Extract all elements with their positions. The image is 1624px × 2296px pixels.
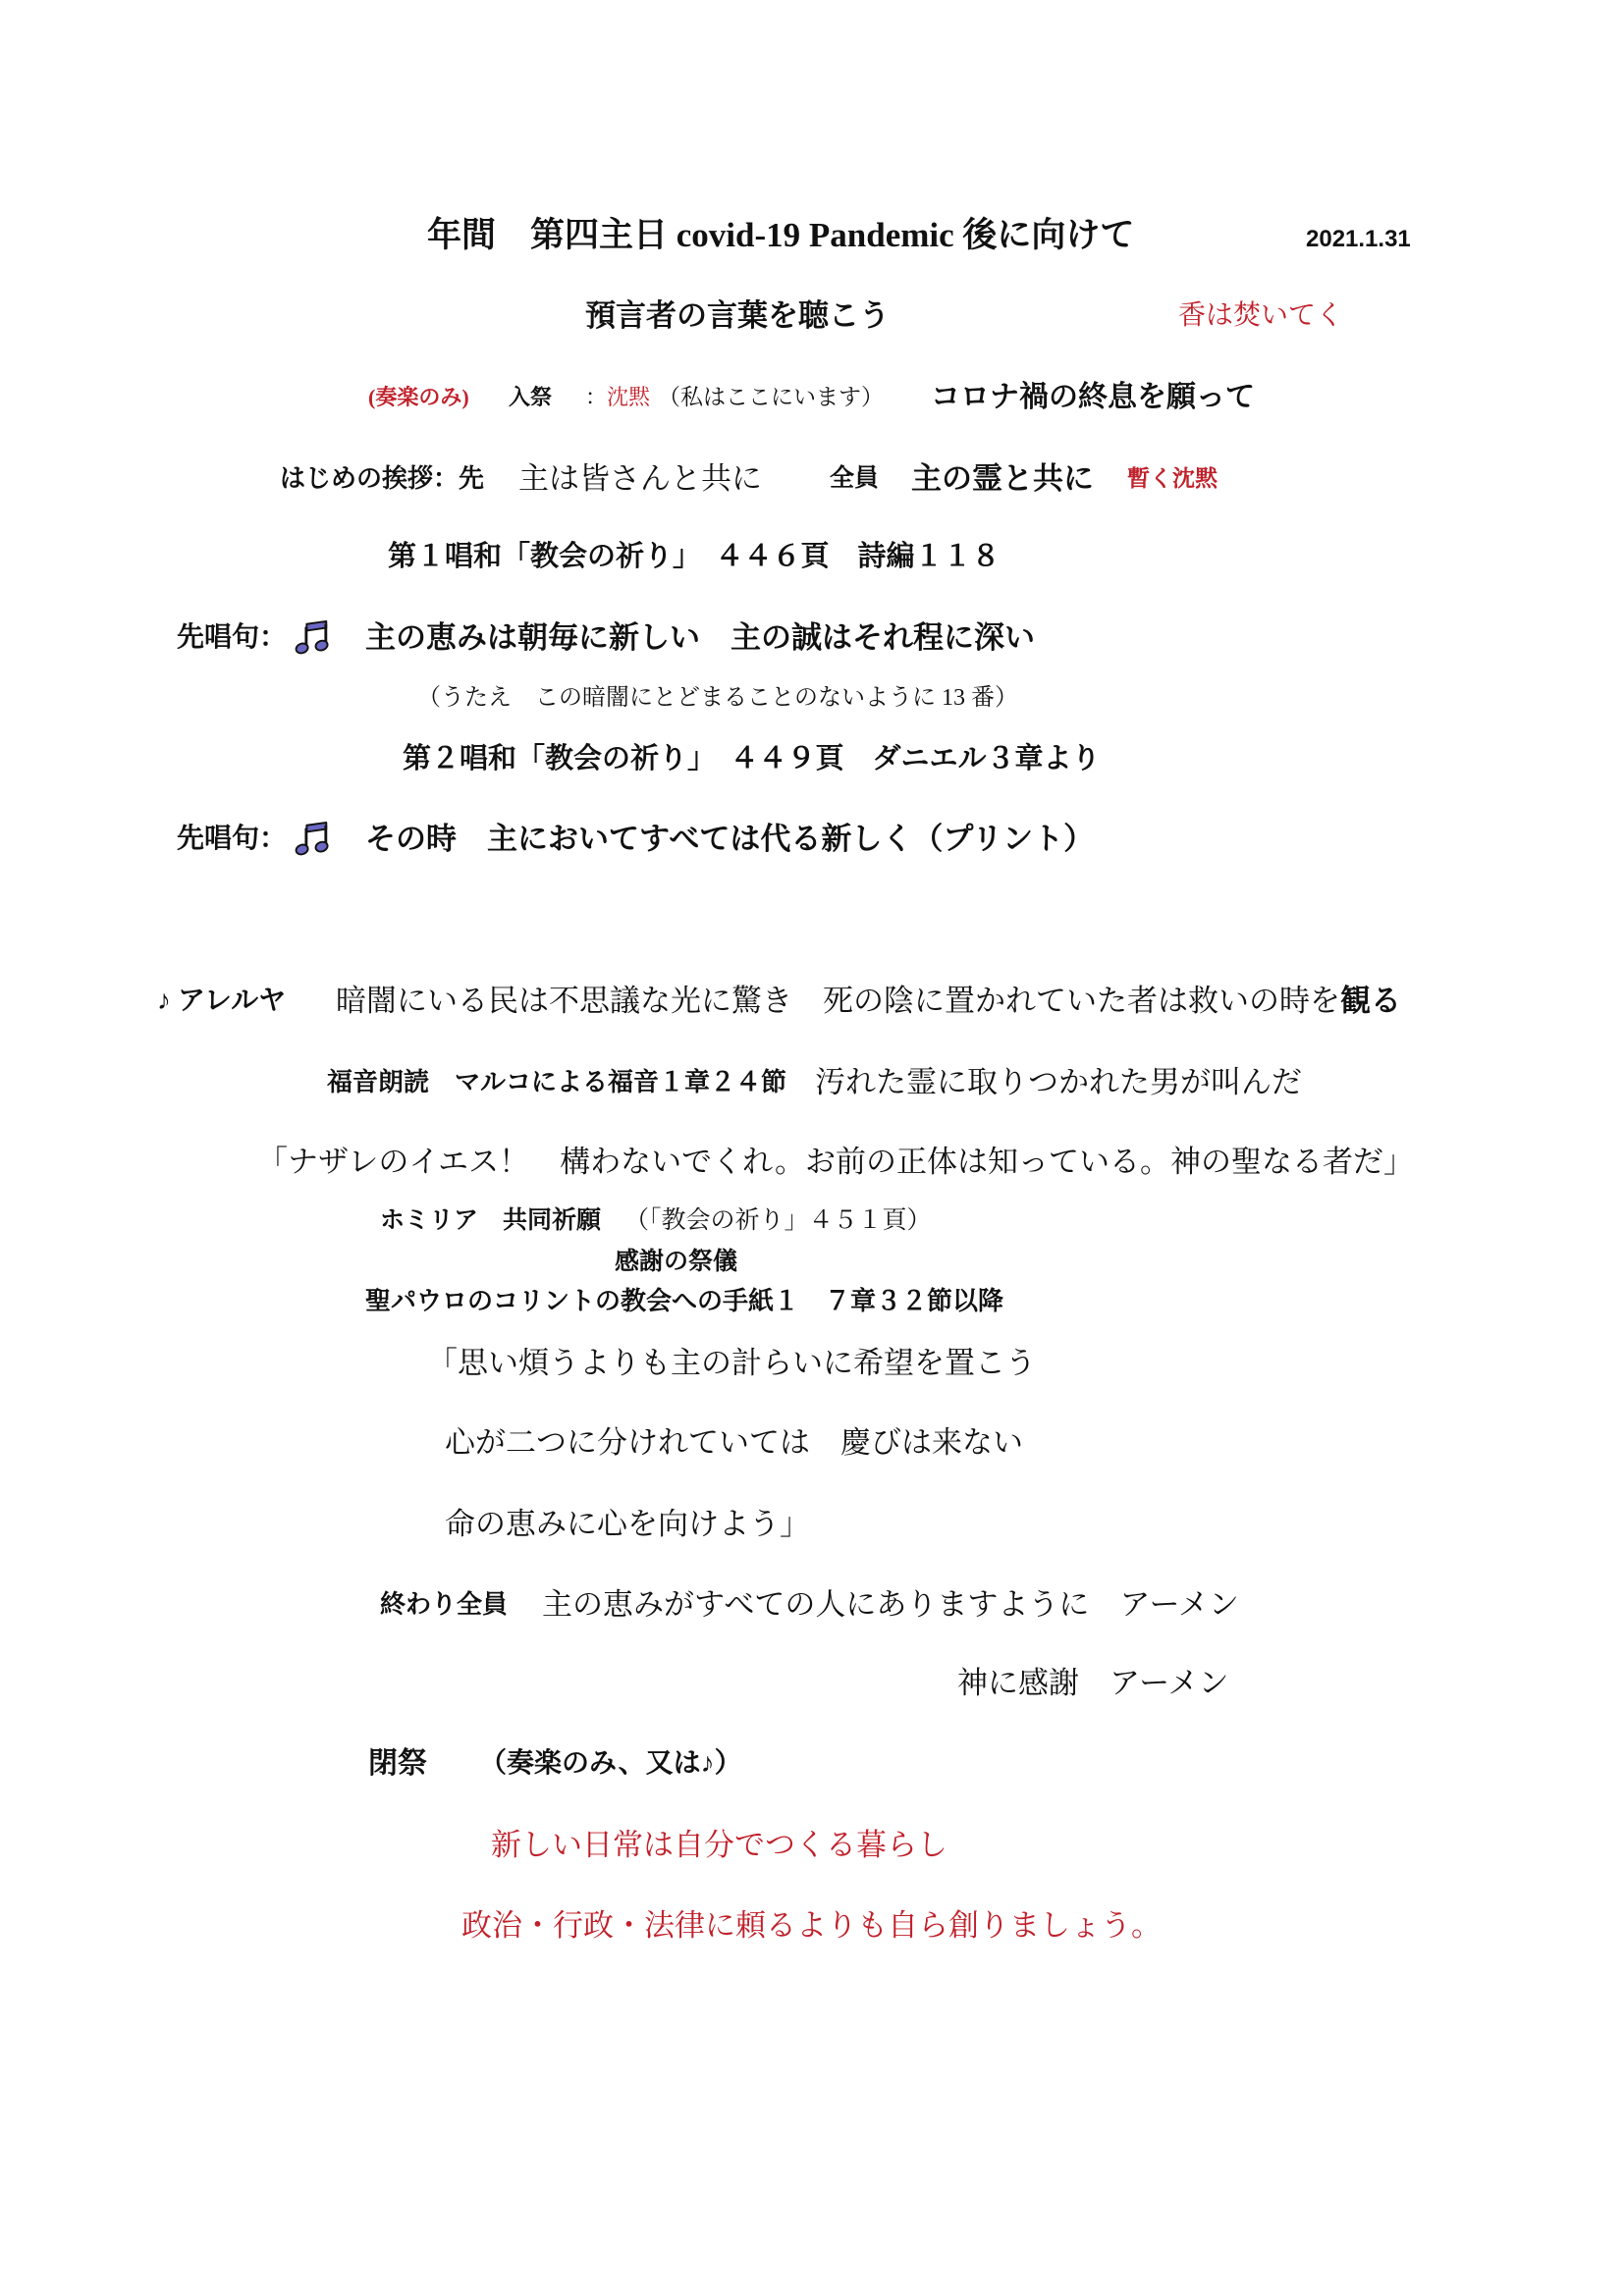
closing-label: 終わり全員 [380, 1590, 509, 1619]
music-note-icon [295, 618, 332, 658]
incense-note: 香は焚いてく [1178, 300, 1344, 331]
greeting-response: 主の霊と共に [911, 461, 1094, 496]
alleluia-emphasis: 観る [1340, 984, 1401, 1018]
psalm2-row [0, 739, 1624, 778]
alleluia-row [0, 982, 1624, 1021]
gospel-quote: 「ナザレのイエス！ 構わないでくれ。お前の正体は知っている。神の聖なる者だ」 [257, 1145, 1414, 1179]
closing-response-row [0, 1664, 1624, 1703]
hymn-note-row [0, 678, 1624, 718]
dismissal-note: （奏楽のみ、又は♪） [479, 1748, 742, 1779]
entrance-silence-word: 沈黙 [607, 385, 651, 409]
message-row [0, 1826, 1624, 1865]
entrance-row [0, 378, 1624, 417]
header-row [0, 216, 1624, 255]
entrance-label: 入祭 [509, 385, 553, 409]
entrance-music-only: (奏楽のみ) [368, 385, 469, 409]
closing-blessing: 主の恵みがすべての人にありますように アーメン [542, 1587, 1239, 1622]
antiphon2-label: 先唱句： [177, 824, 288, 854]
alleluia-verse [336, 982, 1401, 1021]
reading-line-row [0, 1505, 1624, 1544]
reading-line: 心が二つに分けれていては 慶びは来ない [445, 1425, 1023, 1460]
antiphon2-row [0, 820, 1624, 859]
dismissal-label: 閉祭 [368, 1747, 427, 1780]
psalm1-row [0, 537, 1624, 576]
message-row [0, 1906, 1624, 1946]
alleluia-text: 暗闇にいる民は不思議な光に驚き 死の陰に置かれていた者は救いの時を [336, 984, 1340, 1018]
theme-text: 預言者の言葉を聴こう [585, 298, 890, 333]
reading-line: 「思い煩うよりも主の計らいに希望を置こう [427, 1346, 1036, 1380]
page-title: 年間 第四主日 covid-19 Pandemic 後に向けて [427, 216, 1135, 254]
entrance-colon: ： [585, 385, 608, 409]
entrance-intention: コロナ禍の終息を願って [931, 381, 1255, 413]
entrance-silence [585, 378, 650, 417]
entrance-song: （私はここにいます） [658, 385, 884, 409]
date: 2021.1.31 [1306, 226, 1411, 252]
gospel-quote-row [0, 1143, 1624, 1182]
reading-line-row [0, 1344, 1624, 1383]
dismissal-row [0, 1744, 1624, 1784]
reading-title-row [0, 1282, 1624, 1321]
greeting-label: はじめの挨拶：先 [280, 464, 485, 493]
antiphon1-label: 先唱句： [177, 622, 288, 653]
gospel-row [0, 1063, 1624, 1102]
gospel-label: 福音朗読 マルコによる福音１章２４節 [327, 1068, 787, 1096]
reading-line-row [0, 1423, 1624, 1463]
psalm1-text: 第１唱和「教会の祈り」 ４４６頁 詩編１１８ [388, 541, 1001, 572]
message-line: 新しい日常は自分でつくる暮らし [491, 1828, 947, 1862]
greeting-silence: 暫く沈黙 [1127, 466, 1218, 491]
antiphon1-text: 主の恵みは朝毎に新しい 主の誠はそれ程に深い [365, 620, 1035, 655]
homily-label: ホミリア 共同祈願 [380, 1207, 602, 1234]
eucharist-row [0, 1243, 1624, 1282]
closing-response: 神に感謝 アーメン [957, 1666, 1229, 1700]
psalm2-text: 第２唱和「教会の祈り」 ４４９頁 ダニエル３章より [403, 743, 1101, 774]
antiphon2-text: その時 主においてすべては代る新しく（プリント） [365, 822, 1095, 856]
message-line: 政治・行政・法律に頼るよりも自ら創りましょう。 [461, 1908, 1162, 1943]
eucharist-label: 感謝の祭儀 [615, 1249, 738, 1275]
antiphon1-row [0, 618, 1624, 658]
greeting-all-label: 全員 [830, 465, 880, 492]
greeting-priest: 主は皆さんと共に [518, 461, 762, 496]
closing-row [0, 1585, 1624, 1625]
gospel-summary: 汚れた霊に取りつかれた男が叫んだ [815, 1065, 1302, 1099]
alleluia-label: ♪ アレルヤ [157, 986, 287, 1016]
reading-line: 命の恵みに心を向けよう」 [445, 1507, 810, 1541]
theme-row [0, 296, 1624, 336]
hymn-note: （うたえ この暗闇にとどまることのないように 13 番） [417, 685, 1018, 711]
music-note-icon [295, 820, 332, 859]
homily-row [0, 1201, 1624, 1241]
reading-title: 聖パウロのコリントの教会への手紙１ ７章３２節以降 [365, 1287, 1004, 1315]
greeting-row [0, 459, 1624, 499]
homily-ref: （「教会の祈り」４５１頁） [624, 1207, 932, 1234]
